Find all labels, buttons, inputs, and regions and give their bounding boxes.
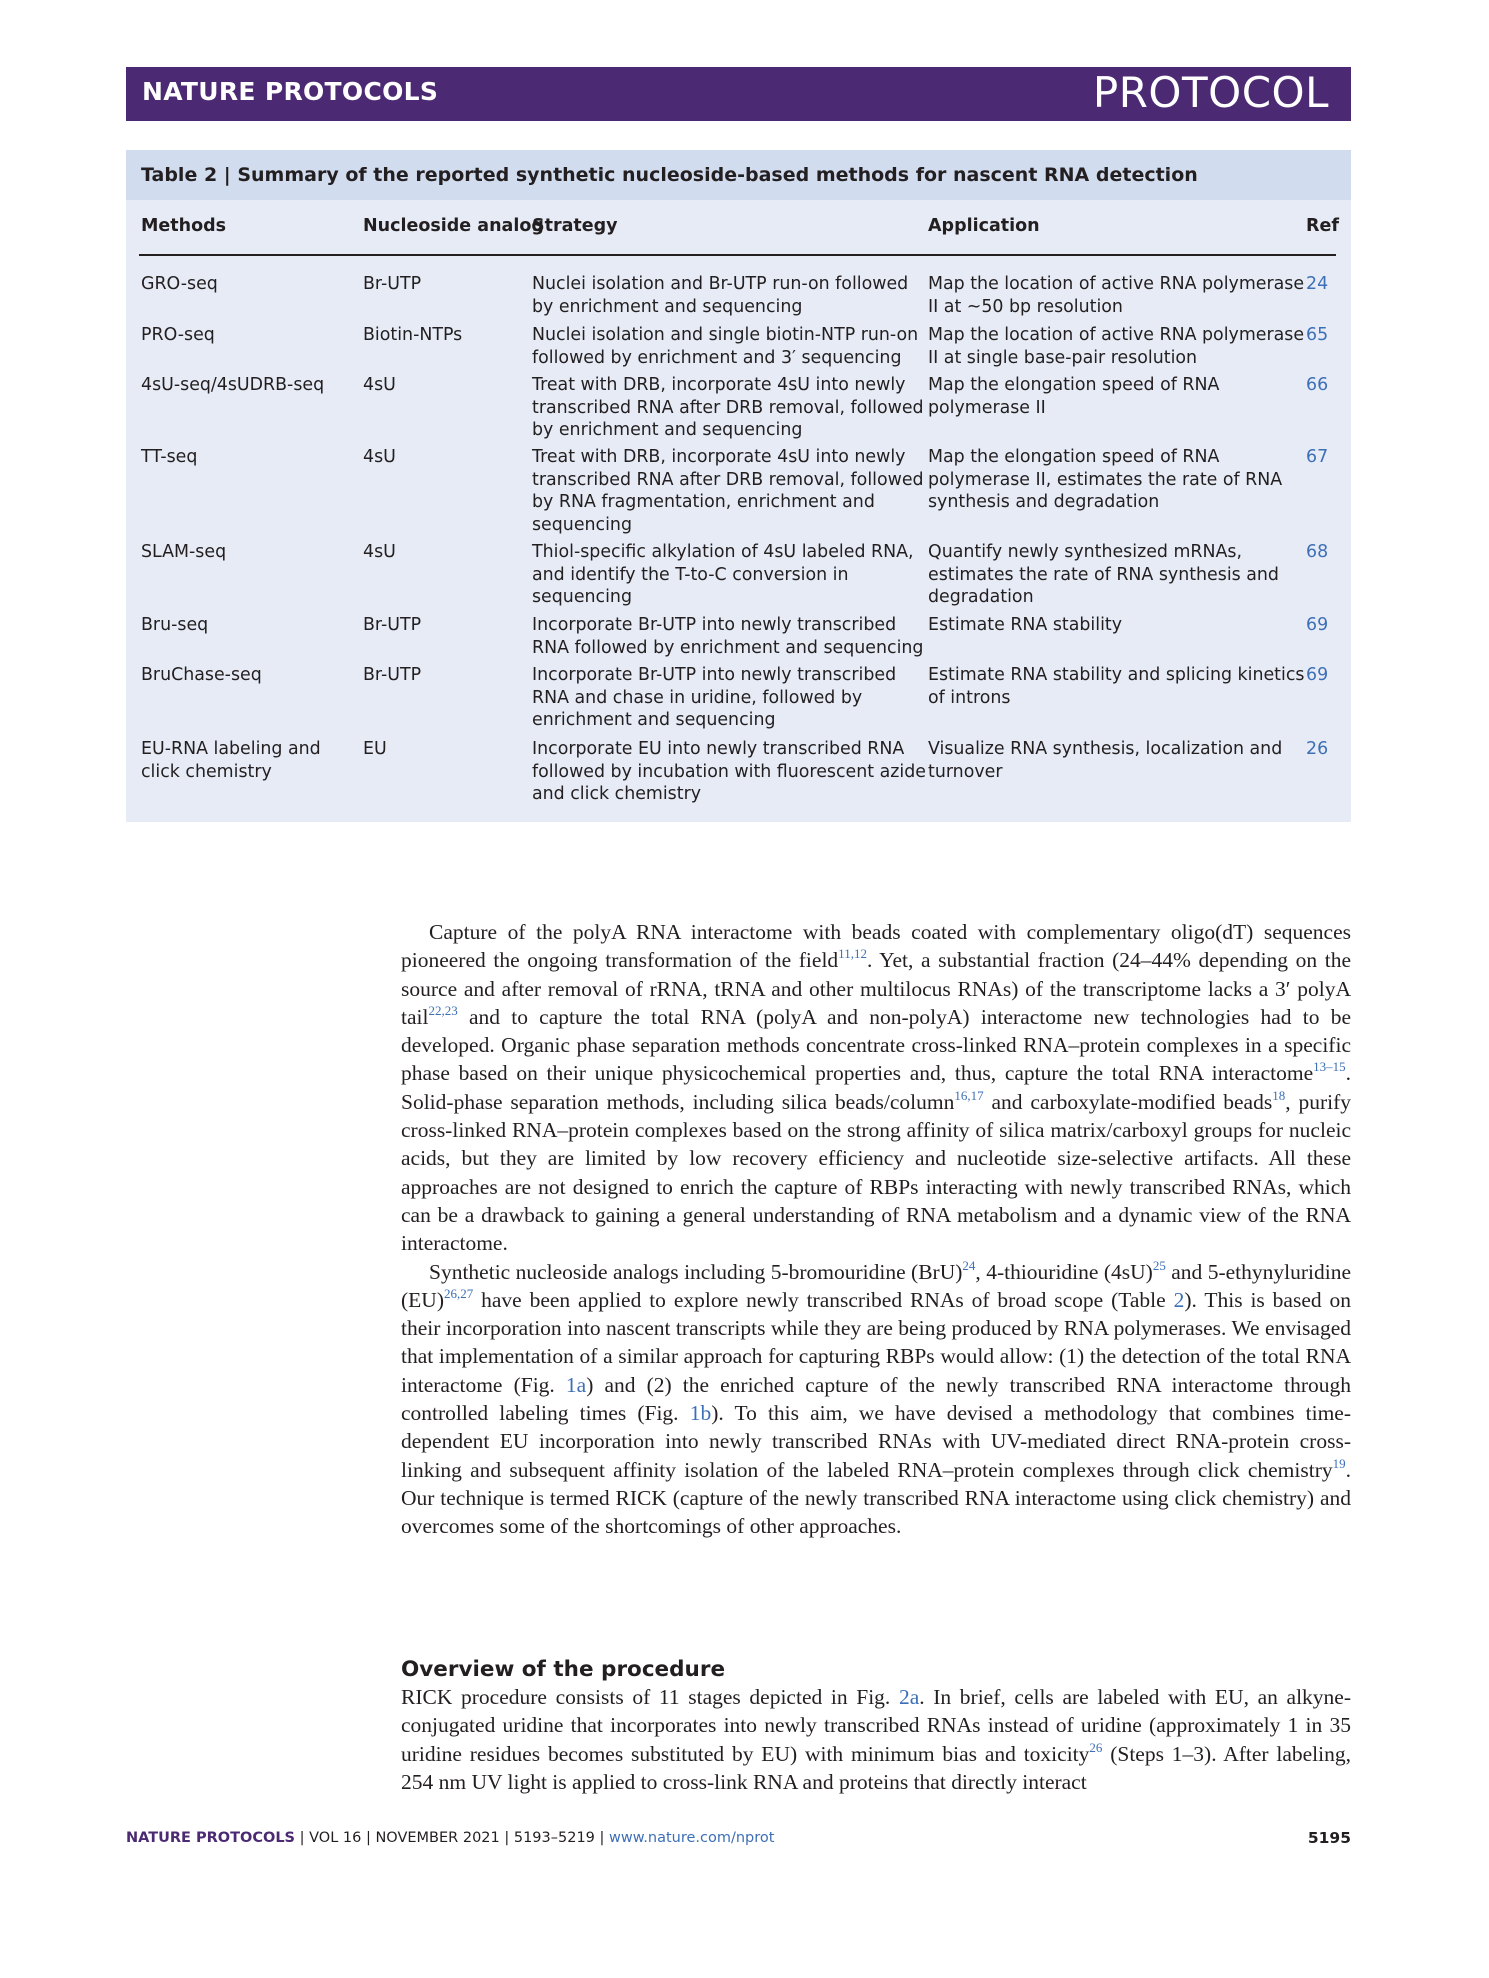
table-cell-strategy: Treat with DRB, incorporate 4sU into newly transcribed RNA after DRB removal, followed by enrichment and sequencing bbox=[532, 375, 924, 440]
table-cell-analog: Br-UTP bbox=[363, 665, 422, 685]
text-run: and to capture the total RNA (polyA and non-polyA) interactome new technologies had to be developed. Organic phase separation methods concentrate cross-linked RNA–protein complexes in a specific phase based on their unique physicochemical properties and, thus, capture the total RNA interactome bbox=[401, 1004, 1351, 1086]
column-header-analog: Nucleoside analog bbox=[363, 216, 544, 236]
citation-link[interactable]: 25 bbox=[1152, 1257, 1166, 1273]
figure-link[interactable]: 1b bbox=[689, 1401, 712, 1426]
text-run: . Our technique is termed RICK (capture of the newly transcribed RNA interactome using click chemistry) and overcomes some of the shortcomings of other approaches. bbox=[401, 1457, 1351, 1539]
page-footer bbox=[126, 1830, 774, 1846]
table-caption bbox=[126, 150, 1351, 200]
text-run: ). This is based on their incorporation into nascent transcripts while they are being produced by RNA polymerases. We envisaged that implementation of a similar approach for capturing RBPs would allow: (1) the detection of the total RNA interactome (Fig. bbox=[401, 1287, 1351, 1397]
table-cell-application: Map the elongation speed of RNA polymerase II, estimates the rate of RNA synthesis and degradation bbox=[928, 447, 1283, 512]
table-cell-strategy: Nuclei isolation and Br-UTP run-on followed by enrichment and sequencing bbox=[532, 274, 909, 317]
footer-journal: NATURE PROTOCOLS bbox=[126, 1830, 296, 1846]
text-run: have been applied to explore newly transcribed RNAs of broad scope (Table bbox=[473, 1287, 1174, 1312]
table-cell-ref-link[interactable]: 24 bbox=[1306, 274, 1329, 294]
text-run: ). To this aim, we have devised a methodology that combines time-dependent EU incorporation into newly transcribed RNAs with UV-mediated direct RNA-protein cross-linking and subsequent affinity isolation of the labeled RNA–protein complexes through click chemistry bbox=[401, 1401, 1352, 1482]
summary-table bbox=[126, 150, 1351, 822]
text-run: and 5-ethynyluridine (EU) bbox=[401, 1259, 1351, 1312]
citation-link[interactable]: 13–15 bbox=[1313, 1059, 1346, 1075]
figure-link[interactable]: 1a bbox=[565, 1372, 587, 1397]
table-cell-application: Quantify newly synthesized mRNAs, estimates the rate of RNA synthesis and degradation bbox=[928, 542, 1279, 607]
table-cell-strategy: Incorporate Br-UTP into newly transcribed RNA and chase in uridine, followed by enrichment and sequencing bbox=[532, 665, 897, 730]
citation-link[interactable]: 22,23 bbox=[428, 1002, 458, 1018]
text-run: RICK procedure consists of 11 stages depicted in Fig. bbox=[401, 1685, 899, 1709]
text-run: (Steps 1–3). After labeling, 254 nm UV light is applied to cross-link RNA and proteins that directly interact bbox=[401, 1741, 1352, 1794]
text-run: , purify cross-linked RNA–protein complexes based on the strong affinity of silica matrix/carboxyl groups for nucleic acids, but they are limited by low recovery efficiency and nucleotide size-selective artifacts. All these approaches are not designed to enrich the capture of RBPs interacting with newly transcribed RNAs, which can be a drawback to gaining a general understanding of RNA metabolism and a dynamic view of the RNA interactome. bbox=[401, 1089, 1351, 1256]
footer-separator: | bbox=[295, 1830, 310, 1846]
column-header-application: Application bbox=[928, 216, 1040, 236]
table-cell-analog: Biotin-NTPs bbox=[363, 325, 463, 345]
table-cell-method: PRO-seq bbox=[141, 325, 215, 345]
column-header-strategy: Strategy bbox=[532, 216, 618, 236]
journal-name: NATURE PROTOCOLS bbox=[142, 77, 439, 106]
table-cell-application: Visualize RNA synthesis, localization and turnover bbox=[928, 739, 1283, 782]
table-cell-strategy: Thiol-specific alkylation of 4sU labeled RNA, and identify the T-to-C conversion in sequencing bbox=[532, 542, 914, 607]
table-cell-strategy: Nuclei isolation and single biotin-NTP run-on followed by enrichment and 3′ sequencing bbox=[532, 325, 919, 368]
table-cell-strategy: Incorporate Br-UTP into newly transcribed RNA followed by enrichment and sequencing bbox=[532, 615, 924, 658]
table-cell-method: EU-RNA labeling and click chemistry bbox=[141, 739, 321, 782]
text-run: ) and (2) the enriched capture of the newly transcribed RNA interactome through controlled labeling times (Fig. bbox=[401, 1372, 1351, 1426]
column-header-methods: Methods bbox=[141, 216, 227, 236]
text-run: , 4-thiouridine (4sU) bbox=[975, 1259, 1153, 1284]
table-caption-text: Table 2 | Summary of the reported synthetic nucleoside-based methods for nascent RNA detection bbox=[141, 164, 1198, 186]
table-cell-analog: 4sU bbox=[363, 375, 396, 395]
table-cell-application: Map the location of active RNA polymerase II at ~50 bp resolution bbox=[928, 274, 1305, 317]
table-cell-method: 4sU-seq/4sUDRB-seq bbox=[141, 375, 325, 395]
paragraph-interactome-capture bbox=[401, 918, 1351, 1258]
footer-volume: VOL 16 bbox=[309, 1830, 362, 1846]
table-cell-ref-link[interactable]: 66 bbox=[1306, 375, 1329, 395]
article-type: PROTOCOL bbox=[1092, 68, 1329, 117]
citation-link[interactable]: 19 bbox=[1332, 1455, 1346, 1471]
journal-header-bar bbox=[126, 67, 1351, 121]
paragraph-nucleoside-analogs bbox=[401, 1258, 1351, 1541]
table-cell-method: GRO-seq bbox=[141, 274, 218, 294]
citation-link[interactable]: 26 bbox=[1089, 1739, 1103, 1755]
table-link[interactable]: 2 bbox=[1173, 1287, 1185, 1312]
table-cell-ref-link[interactable]: 65 bbox=[1306, 325, 1329, 345]
table-cell-ref-link[interactable]: 26 bbox=[1306, 739, 1329, 759]
footer-separator: | bbox=[499, 1830, 514, 1846]
text-run: . Solid-phase separation methods, including silica beads/column bbox=[401, 1061, 1351, 1114]
table-cell-application: Map the elongation speed of RNA polymerase II bbox=[928, 375, 1220, 418]
table-cell-application: Estimate RNA stability and splicing kinetics of introns bbox=[928, 665, 1305, 708]
citation-link[interactable]: 18 bbox=[1272, 1087, 1286, 1103]
paragraph-overview bbox=[401, 1683, 1351, 1796]
column-header-ref: Ref bbox=[1306, 216, 1339, 236]
table-cell-ref-link[interactable]: 69 bbox=[1306, 615, 1329, 635]
table-header-rule bbox=[139, 254, 1336, 256]
citation-link[interactable]: 24 bbox=[962, 1257, 976, 1273]
footer-url-link[interactable]: www.nature.com/nprot bbox=[609, 1830, 775, 1846]
footer-pages: 5193–5219 bbox=[513, 1830, 595, 1846]
table-cell-method: BruChase-seq bbox=[141, 665, 262, 685]
text-run: Capture of the polyA RNA interactome with beads coated with complementary oligo(dT) sequences pioneered the ongoing transformation of the field bbox=[401, 920, 1351, 973]
table-cell-analog: 4sU bbox=[363, 542, 396, 562]
table-cell-analog: EU bbox=[363, 739, 387, 759]
table-cell-method: SLAM-seq bbox=[141, 542, 227, 562]
body-text bbox=[401, 918, 1351, 1541]
footer-date: NOVEMBER 2021 bbox=[375, 1830, 500, 1846]
section-heading: Overview of the procedure bbox=[401, 1657, 726, 1682]
footer-separator: | bbox=[361, 1830, 376, 1846]
table-cell-ref-link[interactable]: 69 bbox=[1306, 665, 1329, 685]
table-cell-ref-link[interactable]: 67 bbox=[1306, 447, 1329, 467]
table-cell-analog: Br-UTP bbox=[363, 274, 422, 294]
citation-link[interactable]: 16,17 bbox=[954, 1087, 984, 1103]
table-cell-analog: 4sU bbox=[363, 447, 396, 467]
table-cell-application: Estimate RNA stability bbox=[928, 615, 1123, 635]
text-run: Synthetic nucleoside analogs including 5-bromouridine (BrU) bbox=[429, 1259, 963, 1284]
table-cell-method: TT-seq bbox=[141, 447, 198, 467]
table-cell-application: Map the location of active RNA polymerase II at single base-pair resolution bbox=[928, 325, 1305, 368]
table-cell-strategy: Incorporate EU into newly transcribed RNA followed by incubation with fluorescent azide and click chemistry bbox=[532, 739, 926, 804]
citation-link[interactable]: 26,27 bbox=[443, 1285, 474, 1301]
footer-separator: | bbox=[594, 1830, 610, 1846]
table-cell-strategy: Treat with DRB, incorporate 4sU into newly transcribed RNA after DRB removal, followed by RNA fragmentation, enrichment and sequencing bbox=[532, 447, 924, 535]
text-run: . In brief, cells are labeled with EU, an alkyne-conjugated uridine that incorporates into newly transcribed RNAs instead of uridine (approximately 1 in 35 uridine residues becomes substituted by EU) with minimum bias and toxicity bbox=[401, 1685, 1351, 1766]
table-cell-analog: Br-UTP bbox=[363, 615, 422, 635]
table-cell-ref-link[interactable]: 68 bbox=[1306, 542, 1329, 562]
citation-link[interactable]: 11,12 bbox=[838, 946, 867, 962]
text-run: and carboxylate-modified beads bbox=[983, 1089, 1273, 1114]
figure-link[interactable]: 2a bbox=[898, 1685, 920, 1709]
table-cell-method: Bru-seq bbox=[141, 615, 209, 635]
page-number: 5195 bbox=[1307, 1829, 1351, 1847]
text-run: . Yet, a substantial fraction (24–44% depending on the source and after removal of rRNA, tRNA and other multilocus RNAs) of the transcriptome lacks a 3′ polyA tail bbox=[401, 948, 1351, 1029]
